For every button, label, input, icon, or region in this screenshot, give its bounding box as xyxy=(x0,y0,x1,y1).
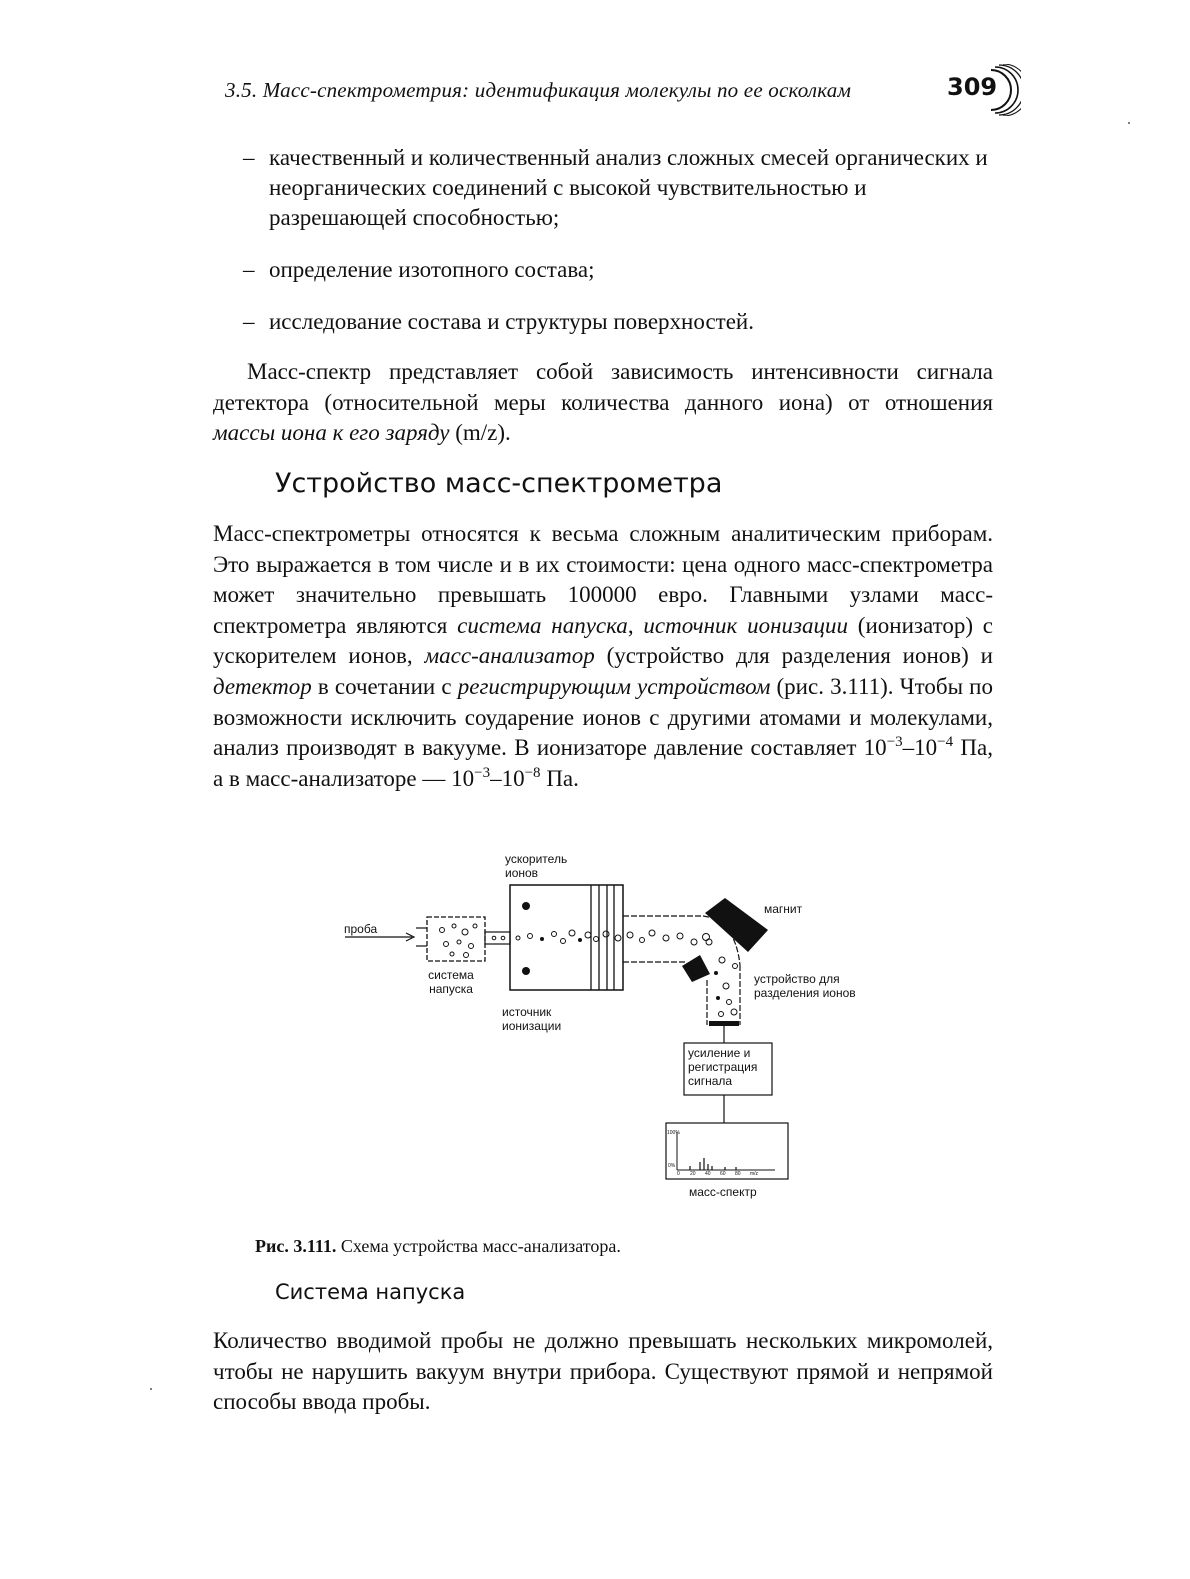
running-title: 3.5. Масс-спектрометрия: идентификация молекулы по ее осколкам xyxy=(225,78,852,102)
subsection-paragraph: Количество вводимой пробы не должно превышать нескольких микромолей, чтобы не нарушить вакуум внутри прибора. Существуют прямой и непрямой способы ввода пробы. xyxy=(213,1328,993,1415)
spectrum-x-tick: 40 xyxy=(705,1171,711,1177)
label-inlet-system: система напуска xyxy=(428,968,474,996)
scan-speck xyxy=(1128,122,1130,124)
figure-caption xyxy=(255,1236,621,1257)
section-paragraph: Масс-спектрометры относятся к весьма сложным аналитическим приборам. Это выражается в том числе и в их стоимости: цена одного масс-спектрометра может значительно превышать 100000 евро. Главными узлами масс-спектрометра являются система напуска, источник ионизации (ионизатор) с ускорителем ионов, масс-анализатор (устройство для разделения ионов) и детектор в сочетании с регистрирующим устройством (рис. 3.111). Чтобы по возможности исключить соударение ионов с другими атомами и молекулами, анализ производят в вакууме. В ионизаторе давление составляет $10^{-3}-10^{-4}$ Па, а в масс-анализаторе — $10^{-3}-10^{-8}$ Па. xyxy=(213,521,994,791)
term-mass-to-charge: массы иона к его заряду xyxy=(213,420,450,446)
label-ion-source: источник ионизации xyxy=(502,1005,562,1033)
page-number-arcs-icon xyxy=(985,64,1021,116)
list-item xyxy=(243,255,1003,285)
spectrum-y-bottom: 0% xyxy=(668,1163,676,1169)
mass-spectrum-box xyxy=(666,1123,788,1179)
label-sample: проба xyxy=(344,922,378,936)
bullet-marker: – xyxy=(243,309,255,334)
ion-beam xyxy=(516,930,710,945)
bullet-marker: – xyxy=(243,257,255,282)
mass-spectrometer-diagram xyxy=(330,840,870,1210)
diagram-drawing xyxy=(330,840,870,1210)
term-detector: детектор xyxy=(213,673,312,699)
intro-paragraph: Масс-спектр представляет собой зависимость интенсивности сигнала детектора (относительной меры количества данного иона) от отношения массы иона к его заряду (m/z). xyxy=(213,359,993,446)
page-number: 309 xyxy=(947,73,998,101)
label-amplifier: усиление и регистрация сигнала xyxy=(688,1046,758,1088)
spectrum-x-tick: m/z xyxy=(750,1171,759,1177)
spectrum-x-tick: 80 xyxy=(735,1171,741,1177)
caption-label: Рис. 3.111. xyxy=(255,1236,337,1256)
spectrum-x-tick: 20 xyxy=(690,1171,696,1177)
inlet-system-chamber xyxy=(416,917,510,961)
section-heading: Устройство масс-спектрометра xyxy=(275,468,723,499)
label-magnet: магнит xyxy=(764,902,803,916)
page-header xyxy=(225,70,1015,110)
list-item-text: качественный и количественный анализ сложных смесей органических и неорганических соединений с высокой чувствительностью и разрешающей способностью; xyxy=(269,145,988,230)
spectrum-x-tick: 60 xyxy=(720,1171,726,1177)
term-mass-analyzer: масс-анализатор xyxy=(424,643,595,669)
label-separator: устройство для разделения ионов xyxy=(754,972,856,1000)
label-mass-spectrum: масс-спектр xyxy=(689,1185,757,1199)
spectrum-y-top: 100% xyxy=(667,1130,680,1136)
term-ion-source: источник ионизации xyxy=(643,612,848,638)
caption-text: Схема устройства масс-анализатора. xyxy=(340,1236,621,1256)
list-item xyxy=(243,143,1003,233)
term-inlet-system: система напуска xyxy=(457,612,628,638)
bullet-list xyxy=(243,143,1003,337)
term-recording-device: регистрирующим устройством xyxy=(457,673,771,699)
scan-speck xyxy=(150,1388,152,1390)
flight-tube xyxy=(623,916,740,1025)
list-item-text: определение изотопного состава; xyxy=(269,257,595,282)
list-item-text: исследование состава и структуры поверхностей. xyxy=(269,309,754,334)
label-accelerator: ускоритель ионов xyxy=(505,852,568,880)
bullet-marker: – xyxy=(243,145,255,170)
list-item xyxy=(243,307,1003,337)
spectrum-x-tick: 0 xyxy=(677,1171,680,1177)
separated-ions xyxy=(706,939,738,1017)
magnet-icon xyxy=(682,898,768,982)
detector-plate xyxy=(709,1021,739,1026)
subsection-heading: Система напуска xyxy=(275,1280,466,1304)
ionization-source-chamber xyxy=(510,885,623,990)
